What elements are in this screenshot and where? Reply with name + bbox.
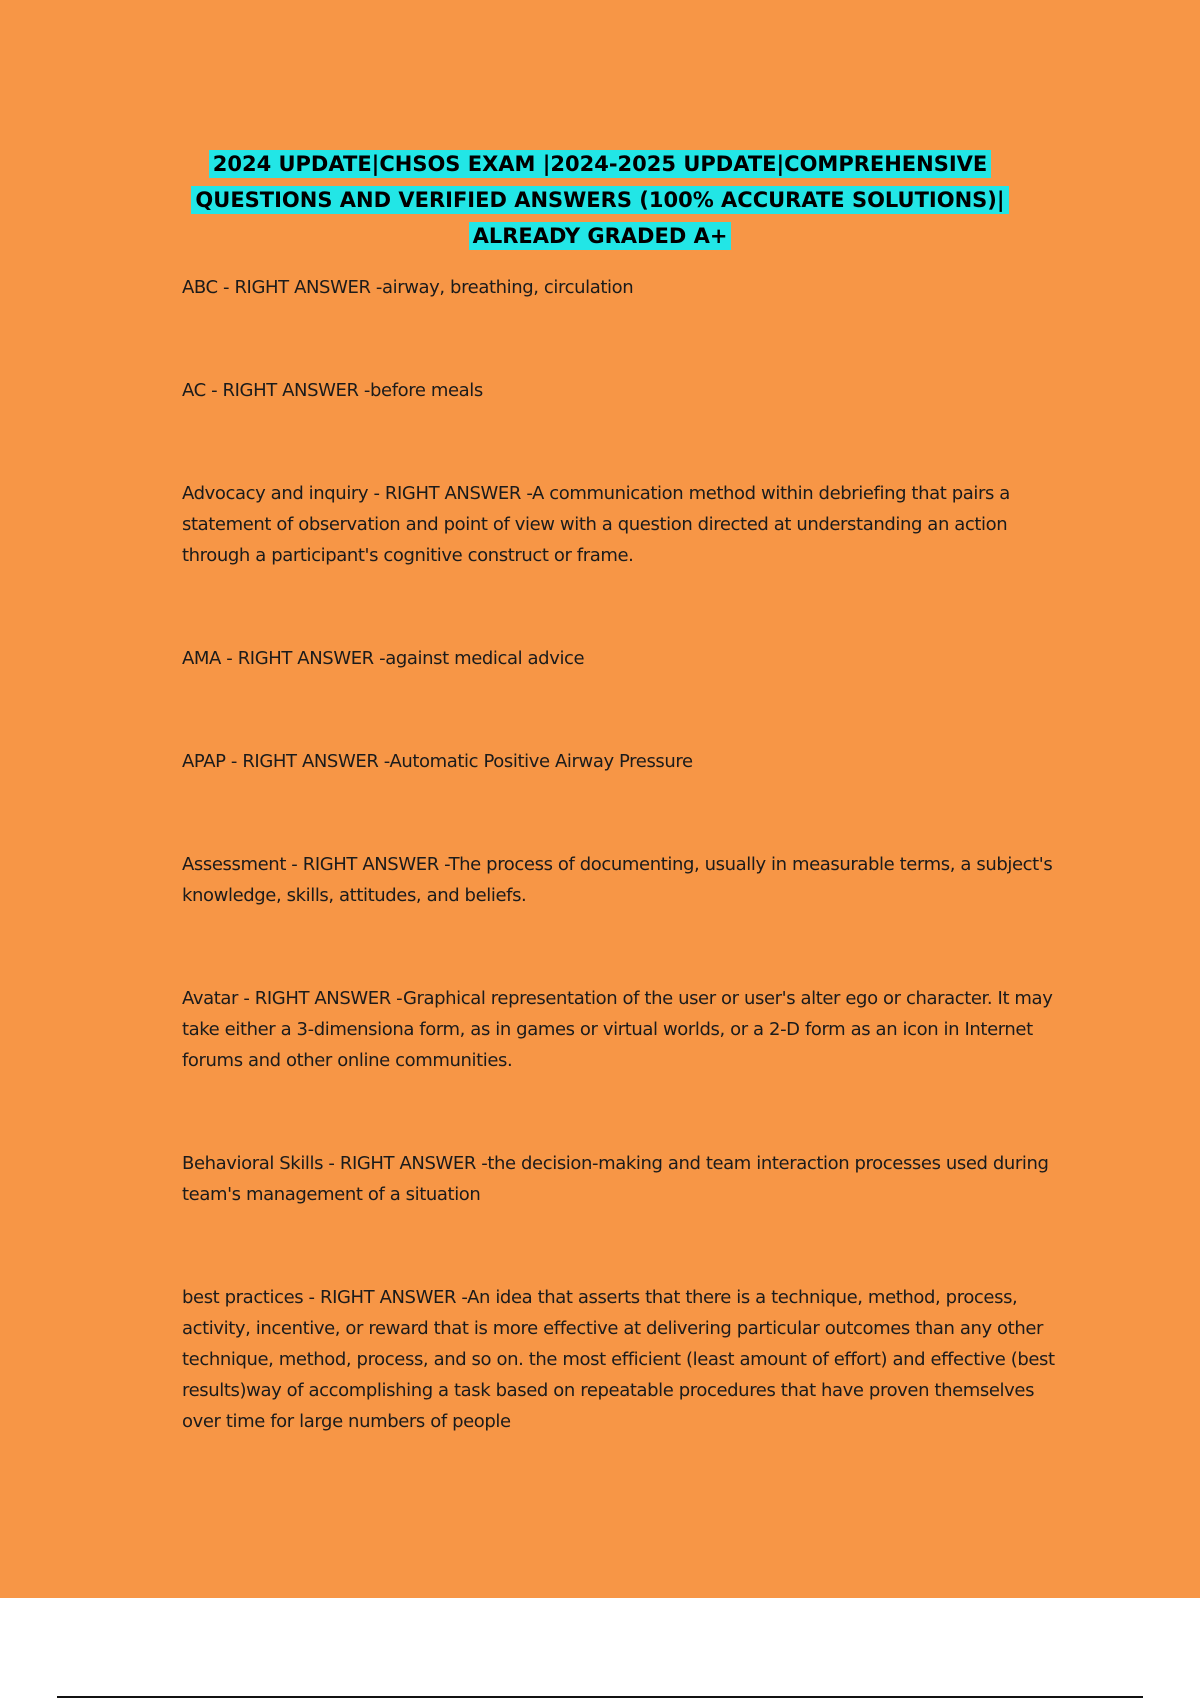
qa-entry-best-practices: best practices - RIGHT ANSWER -An idea that asserts that there is a technique, method, process, activity, incentive, or reward that is more effective at delivering particular outcomes than any other technique, method, process, and so on. the most efficient (least amount of effort) and effective (best results)way of accomplishing a task based on repeatable procedures that have proven themselves over time for large numbers of people (182, 1287, 1055, 1432)
qa-entry-ama: AMA - RIGHT ANSWER -against medical advice (182, 648, 585, 669)
footer-divider (57, 1696, 1143, 1698)
title-line-1: 2024 UPDATE|CHSOS EXAM |2024-2025 UPDATE|COMPREHENSIVE (209, 150, 992, 178)
qa-list (182, 272, 1062, 1509)
qa-entry-assessment: Assessment - RIGHT ANSWER -The process of documenting, usually in measurable terms, a subject's knowledge, skills, attitudes, and beliefs. (182, 854, 1053, 906)
qa-entry-apap: APAP - RIGHT ANSWER -Automatic Positive Airway Pressure (182, 751, 693, 772)
title-line-2: QUESTIONS AND VERIFIED ANSWERS (100% ACCURATE SOLUTIONS)| (191, 186, 1008, 214)
qa-entry-behavioral-skills: Behavioral Skills - RIGHT ANSWER -the decision-making and team interaction processes used during team's management of a situation (182, 1153, 1049, 1205)
qa-entry-advocacy-inquiry: Advocacy and inquiry - RIGHT ANSWER -A communication method within debriefing that pairs a statement of observation and point of view with a question directed at understanding an action through a participant's cognitive construct or frame. (182, 483, 1010, 566)
document-title (0, 146, 1200, 254)
qa-entry-ac: AC - RIGHT ANSWER -before meals (182, 380, 483, 401)
qa-entry-abc: ABC - RIGHT ANSWER -airway, breathing, circulation (182, 277, 634, 298)
qa-entry-avatar: Avatar - RIGHT ANSWER -Graphical representation of the user or user's alter ego or character. It may take either a 3-dimensiona form, as in games or virtual worlds, or a 2-D form as an icon in Internet forums and other online communities. (182, 988, 1053, 1071)
title-line-3: ALREADY GRADED A+ (469, 222, 732, 250)
